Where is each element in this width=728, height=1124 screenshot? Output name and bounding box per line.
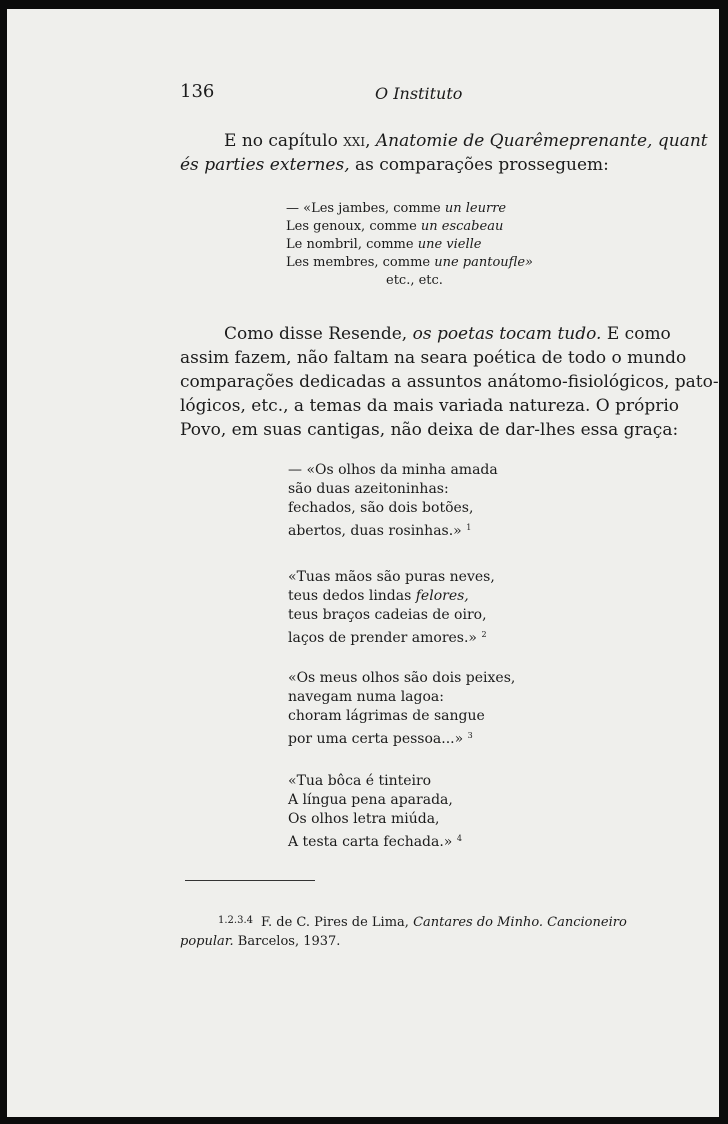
body-line-4: lógicos, etc., a temas da mais variada natureza. O próprio (180, 396, 680, 416)
french-quote (286, 200, 533, 290)
verse-2-line-1: «Tuas mãos são puras neves, (288, 569, 495, 585)
quote-line-1: — «Les jambes, comme un leurre (286, 201, 507, 216)
verse-2 (288, 568, 495, 648)
intro-paragraph (180, 129, 708, 177)
verse-1 (288, 461, 498, 541)
verse-3-line-4: por uma certa pessoa...» $^3$ (288, 731, 473, 747)
verse-4-line-4: A testa carta fechada.» $^4$ (288, 834, 462, 850)
verse-3-line-2: navegam numa lagoa: (288, 689, 444, 705)
body-line-1: Como disse Resende, os poetas tocam tudo. E como (224, 324, 671, 344)
intro-line-2: és parties externes, as comparações prosseguem: (180, 155, 609, 175)
quote-line-2: Les genoux, comme un escabeau (286, 219, 504, 234)
running-title: O Instituto (375, 84, 463, 103)
verse-3-line-3: choram lágrimas de sangue (288, 708, 485, 724)
page-number: 136 (180, 81, 215, 102)
footnote-divider (185, 880, 315, 881)
verse-4 (288, 772, 462, 852)
verse-3-line-1: «Os meus olhos são dois peixes, (288, 670, 516, 686)
footnote-ref-2: 2 (481, 630, 487, 639)
verse-3 (288, 669, 515, 749)
verse-2-line-4: laços de prender amores.» $^2$ (288, 630, 487, 646)
footnote-marks: 1.2.3.4 (218, 915, 253, 926)
verse-4-line-2: A língua pena aparada, (288, 792, 453, 808)
verse-2-line-2: teus dedos lindas felores, (288, 588, 469, 604)
quote-line-4: Les membres, comme une pantoufle» (286, 255, 533, 270)
body-paragraph (180, 322, 719, 442)
verse-4-line-1: «Tua bôca é tinteiro (288, 773, 432, 789)
footnote-ref-1: 1 (466, 523, 472, 532)
intro-line-1: E no capítulo xxi, Anatomie de Quarêmeprenante, quant (224, 131, 708, 151)
page-header (7, 75, 719, 105)
body-line-5: Povo, em suas cantigas, não deixa de dar-lhes essa graça: (180, 420, 679, 440)
verse-2-line-3: teus braços cadeias de oiro, (288, 607, 487, 623)
body-line-2: assim fazem, não faltam na seara poética de todo o mundo (180, 348, 687, 368)
footnote-line-2: popular. Barcelos, 1937. (180, 934, 341, 949)
footnote-line-1: $^{1.2.3.4}$ F. de C. Pires de Lima, Cantares do Minho. Cancioneiro (218, 915, 627, 930)
verse-1-line-1: — «Os olhos da minha amada (288, 462, 498, 478)
footnote-ref-3: 3 (467, 731, 473, 740)
footnote-ref-4: 4 (456, 834, 462, 843)
body-line-3: comparações dedicadas a assuntos anátomo-fisiológicos, pato- (180, 372, 719, 392)
page (7, 9, 719, 1117)
verse-1-line-2: são duas azeitoninhas: (288, 481, 449, 497)
verse-1-line-4: abertos, duas rosinhas.» $^1$ (288, 523, 472, 539)
footnote (180, 911, 660, 951)
verse-4-line-3: Os olhos letra miúda, (288, 811, 440, 827)
verse-1-line-3: fechados, são dois botões, (288, 500, 474, 516)
quote-line-5: etc., etc. (386, 273, 443, 288)
quote-line-3: Le nombril, comme une vielle (286, 237, 482, 252)
